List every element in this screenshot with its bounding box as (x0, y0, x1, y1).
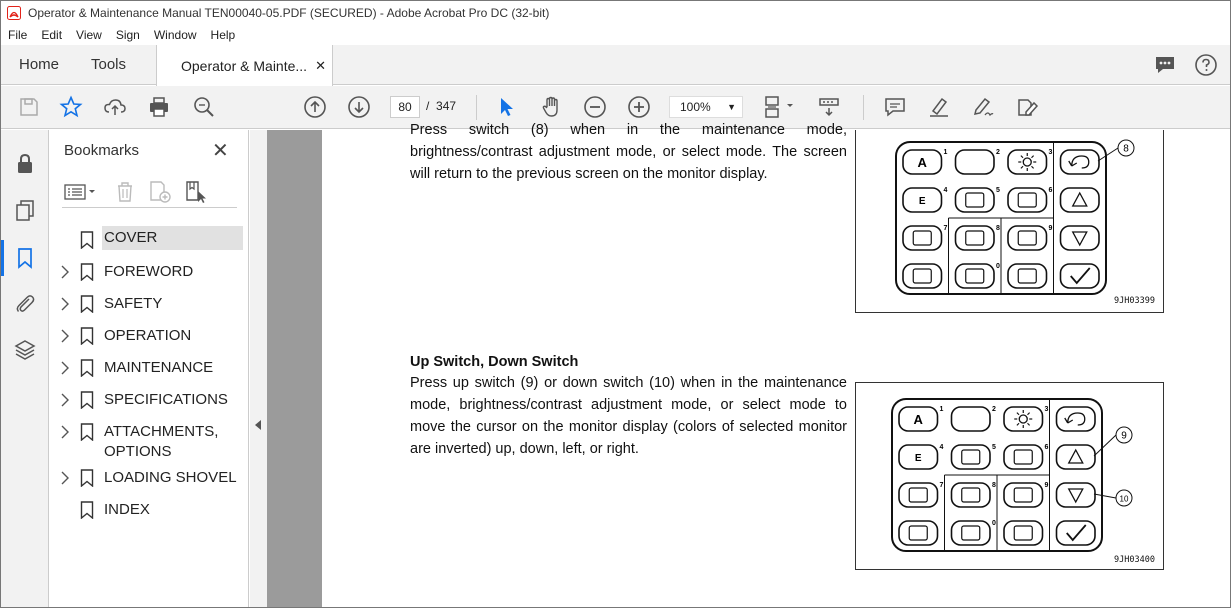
keypad-number: 8 (992, 482, 996, 489)
delete-bookmark-icon[interactable] (114, 180, 136, 204)
keypad-number: 2 (992, 406, 996, 413)
keypad-button (1008, 188, 1047, 212)
tab-close-button[interactable]: ✕ (315, 57, 326, 73)
menu-view[interactable]: View (76, 28, 102, 42)
left-rail (1, 130, 49, 608)
bookmark-item-specifications[interactable] (50, 384, 249, 416)
keypad-button (899, 483, 938, 507)
prev-page-icon[interactable] (303, 95, 327, 119)
bookmark-flag-icon (80, 359, 94, 377)
layers-icon[interactable] (13, 338, 37, 362)
keypad-number: 6 (1044, 444, 1049, 451)
zoom-in-icon[interactable] (627, 95, 651, 119)
bookmark-label: INDEX (104, 501, 150, 518)
page-total (426, 96, 456, 116)
keypad-button (1008, 264, 1047, 288)
bookmark-icon[interactable] (13, 246, 37, 270)
callout-number: 10 (1119, 494, 1129, 504)
zoom-out-icon[interactable] (583, 95, 607, 119)
keypad-number: 3 (1048, 149, 1053, 156)
bookmark-from-selection-icon[interactable] (184, 180, 208, 204)
figure-keypad-up-down-switch (855, 382, 1164, 570)
keypad-button (1061, 150, 1100, 174)
bookmark-item-loading-shovel[interactable] (50, 462, 249, 494)
bookmark-label: SPECIFICATIONS (104, 391, 228, 408)
keypad-number: 4 (943, 187, 948, 194)
window-title: Operator & Maintenance Manual TEN00040-05.PDF (SECURED) - Adobe Acrobat Pro DC (32-bit) (28, 6, 550, 20)
print-icon[interactable] (147, 95, 171, 119)
keypad-button (956, 188, 995, 212)
keypad-number: 1 (943, 149, 948, 156)
bookmark-item-operation[interactable] (50, 320, 249, 352)
bookmarks-close-button[interactable]: ✕ (212, 140, 229, 162)
save-icon[interactable] (17, 95, 41, 119)
zoom-level-select[interactable] (669, 96, 743, 118)
menu-edit[interactable]: Edit (41, 28, 63, 42)
upload-icon[interactable] (103, 95, 127, 119)
bookmark-item-cover[interactable] (50, 224, 249, 256)
tab-home[interactable]: Home (19, 56, 60, 73)
bookmark-label: COVER (102, 226, 243, 250)
menu-window[interactable]: Window (153, 28, 197, 42)
bookmark-flag-icon (80, 501, 94, 519)
bookmark-options-icon[interactable] (64, 182, 98, 202)
keypad-button (903, 226, 942, 250)
keypad-button (1057, 521, 1096, 545)
keypad-number: 2 (996, 149, 1000, 156)
keypad-number: 3 (1044, 406, 1049, 413)
bookmark-flag-icon (80, 327, 94, 345)
bookmark-flag-icon (80, 295, 94, 313)
keypad-number: 0 (992, 520, 996, 527)
title-bar (1, 1, 1230, 25)
bookmark-label: ATTACHMENTS, OPTIONS (104, 423, 219, 460)
attachment-icon[interactable] (13, 292, 37, 316)
document-gutter (267, 130, 322, 608)
keypad-button (1061, 226, 1100, 250)
keypad-button (1004, 521, 1043, 545)
keypad-button (956, 226, 995, 250)
menu-bar (1, 25, 1230, 45)
menu-sign[interactable]: Sign (115, 28, 140, 42)
scroll-mode-icon[interactable] (817, 95, 841, 119)
bookmark-item-safety[interactable] (50, 288, 249, 320)
tab-document-label: Operator & Mainte... (181, 57, 308, 74)
bookmarks-panel (50, 130, 249, 608)
chevron-right-icon[interactable] (60, 393, 70, 407)
bookmark-list (50, 224, 249, 526)
callout-number: 9 (1121, 430, 1127, 442)
keypad-button (952, 445, 991, 469)
bookmark-label: MAINTENANCE (104, 359, 214, 376)
keypad-letter-e: E (918, 196, 926, 207)
lock-icon[interactable] (13, 152, 37, 176)
keypad-number: 5 (992, 444, 996, 451)
rail-active-indicator (1, 240, 4, 276)
paragraph-back-switch: Press switch (8) when in the maintenance mode, brightness/contrast adjustment mode, or select mode. The screen will return to the previous screen on the monitor display. (410, 122, 847, 182)
select-cursor-icon[interactable] (495, 95, 519, 119)
tab-tools[interactable]: Tools (91, 56, 127, 73)
keypad-button (1004, 483, 1043, 507)
chevron-right-icon[interactable] (60, 265, 70, 279)
keypad-button (899, 521, 938, 545)
bookmark-label: OPERATION (104, 327, 192, 344)
tab-bar (1, 45, 1230, 85)
bookmark-label: LOADING SHOVEL (104, 469, 237, 486)
keypad-letter-a: A (913, 412, 923, 427)
hand-icon[interactable] (539, 95, 563, 119)
bookmark-flag-icon (80, 391, 94, 409)
page-separator: / (426, 99, 430, 113)
keypad-button (1057, 445, 1096, 469)
keypad-letter-e: E (914, 453, 922, 464)
keypad-button (1057, 407, 1096, 431)
chevron-right-icon[interactable] (60, 361, 70, 375)
document-page (322, 122, 1230, 608)
keypad-button (1057, 483, 1096, 507)
keypad-number: 5 (996, 187, 1000, 194)
keypad-button (952, 483, 991, 507)
figure-code: 9JH03400 (1114, 555, 1155, 565)
bookmark-item-attachments-options[interactable] (50, 416, 249, 462)
chevron-right-icon[interactable] (60, 471, 70, 485)
keypad-button (903, 264, 942, 288)
toolbar-separator (476, 95, 477, 120)
new-bookmark-icon[interactable] (148, 180, 172, 204)
callout-number: 8 (1123, 143, 1129, 155)
keypad-number: 7 (939, 482, 944, 489)
bookmark-flag-icon (80, 231, 94, 249)
section-heading: Up Switch, Down Switch (410, 354, 579, 370)
next-page-icon[interactable] (347, 95, 371, 119)
bookmark-flag-icon (80, 423, 94, 441)
keypad-number: 8 (996, 225, 1000, 232)
bookmarks-title: Bookmarks (64, 142, 140, 159)
bookmark-label: SAFETY (104, 295, 163, 312)
bookmark-flag-icon (80, 263, 94, 281)
chevron-down-icon: ▼ (727, 102, 736, 112)
keypad-number: 9 (1048, 225, 1053, 232)
bookmarks-toolbar (62, 180, 237, 208)
keypad-button (1008, 226, 1047, 250)
sign-icon[interactable] (971, 95, 995, 119)
help-icon[interactable] (1194, 53, 1218, 77)
page-number-input[interactable]: 80 (390, 96, 420, 118)
bookmark-label: FOREWORD (104, 263, 194, 280)
menu-help[interactable]: Help (210, 28, 236, 42)
keypad-button (1061, 264, 1100, 288)
bookmark-item-foreword[interactable] (50, 256, 249, 288)
keypad-number: 4 (939, 444, 944, 451)
acrobat-logo-icon (7, 6, 21, 20)
bookmark-item-maintenance[interactable] (50, 352, 249, 384)
total-pages: 347 (436, 99, 457, 113)
figure-keypad-back-switch (855, 130, 1164, 313)
fill-sign-icon[interactable] (1015, 95, 1039, 119)
keypad-letter-a: A (917, 155, 927, 170)
pages-icon[interactable] (13, 198, 37, 222)
menu-file[interactable]: File (8, 28, 28, 42)
chevron-right-icon[interactable] (60, 329, 70, 343)
keypad-diagram-1 (856, 130, 1165, 313)
keypad-button (952, 407, 991, 431)
paragraph-up-down-switch: Press up switch (9) or down switch (10) when in the maintenance mode, brightness/contrast adjustment mode, or select mode to move the cursor on the monitor display (colors of selected monitor are inverted) up, down, left, or right. (410, 375, 847, 457)
bookmark-item-index[interactable] (50, 494, 249, 526)
keypad-button (1004, 445, 1043, 469)
keypad-number: 9 (1044, 482, 1049, 489)
comments-chat-icon[interactable] (1153, 53, 1177, 77)
keypad-number: 1 (939, 406, 944, 413)
keypad-number: 6 (1048, 187, 1053, 194)
panel-collapse-strip[interactable] (250, 130, 267, 608)
keypad-button (956, 150, 995, 174)
zoom-level-value: 100% (680, 100, 711, 114)
keypad-button (956, 264, 995, 288)
chevron-right-icon[interactable] (60, 297, 70, 311)
keypad-number: 0 (996, 263, 1000, 270)
keypad-button (952, 521, 991, 545)
highlight-icon[interactable] (927, 95, 951, 119)
bookmark-flag-icon (80, 469, 94, 487)
collapse-arrow-icon[interactable] (255, 420, 261, 430)
tab-document[interactable] (156, 45, 333, 86)
zoom-search-icon[interactable] (192, 95, 216, 119)
toolbar-separator (863, 95, 864, 120)
figure-code: 9JH03399 (1114, 296, 1155, 306)
comment-icon[interactable] (883, 95, 907, 119)
keypad-button (1061, 188, 1100, 212)
keypad-number: 7 (943, 225, 948, 232)
star-icon[interactable] (59, 95, 83, 119)
chevron-right-icon[interactable] (60, 425, 70, 439)
keypad-diagram-2 (856, 383, 1165, 571)
page-fit-icon[interactable] (763, 95, 797, 119)
